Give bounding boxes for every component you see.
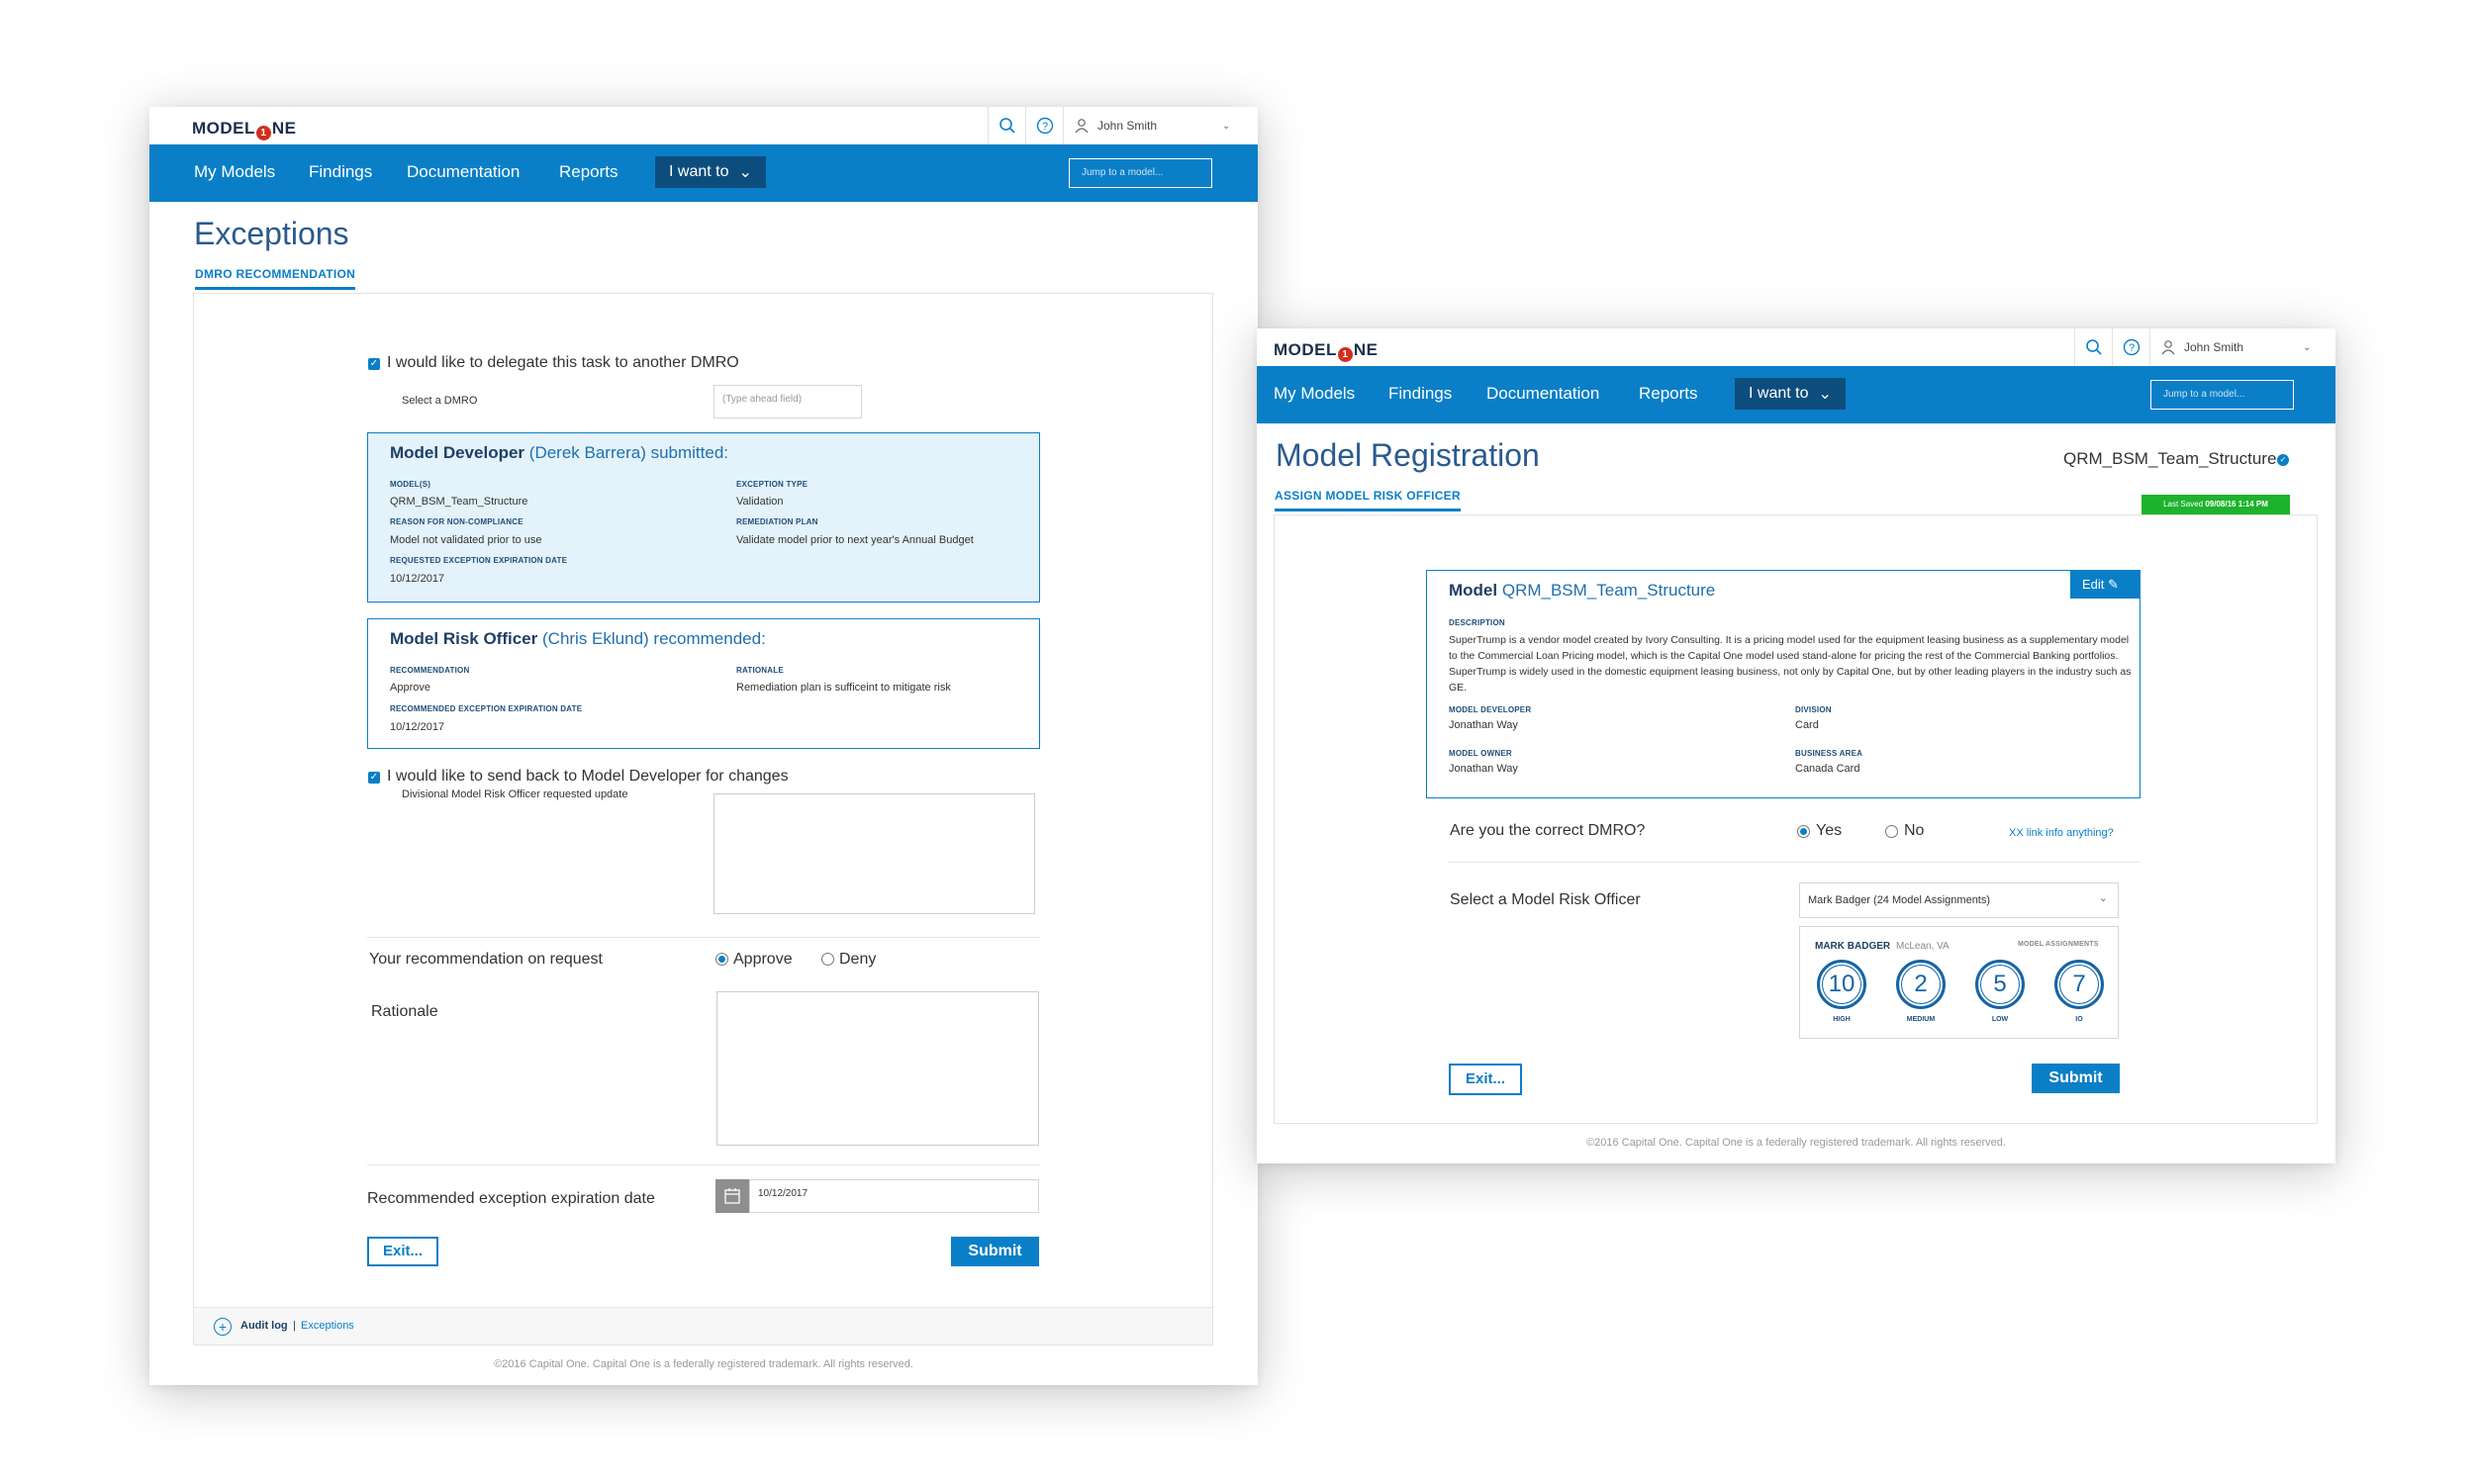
expiry-label: Recommended exception expiration date	[367, 1190, 655, 1207]
user-name: John Smith	[1097, 119, 1158, 133]
help-icon[interactable]	[2112, 328, 2149, 366]
dmro-question: Are you the correct DMRO?	[1450, 822, 1646, 839]
yes-label: Yes	[1816, 822, 1843, 839]
rationale-textarea[interactable]	[716, 991, 1039, 1146]
rationale-label: Rationale	[371, 1003, 438, 1020]
delegate-checkbox[interactable]: ✓	[369, 358, 379, 369]
last-saved-badge: Last Saved 09/08/16 1:14 PM	[2141, 495, 2290, 514]
assignment-count-high: 10	[1817, 960, 1866, 1009]
footer-copyright: ©2016 Capital One. Capital One is a federally registered trademark. All rights reserved.	[494, 1358, 913, 1370]
officer-card: Model Risk Officer (Chris Eklund) recommended: RECOMMENDATION Approve RATIONALE Remediation plan is sufficeint to mitigate risk RECOMMENDED EXCEPTION EXPIRATION DATE 10/12/2017	[367, 618, 1040, 749]
chevron-down-icon: ⌄	[1222, 120, 1231, 132]
assignment-count-io: 7	[2054, 960, 2104, 1009]
i-want-to-menu[interactable]: I want to ⌄	[1735, 378, 1846, 410]
svg-text:?: ?	[1041, 121, 1048, 133]
exit-button[interactable]: Exit...	[1449, 1064, 1522, 1095]
help-icon[interactable]	[1025, 107, 1063, 144]
nav-findings[interactable]: Findings	[1388, 384, 1453, 403]
send-back-textarea[interactable]	[714, 793, 1035, 914]
model-registration-window	[1257, 328, 2335, 1163]
user-icon	[2160, 339, 2176, 355]
jump-to-model-input[interactable]: Jump to a model...	[2150, 380, 2294, 410]
deny-label: Deny	[839, 951, 877, 968]
calendar-icon[interactable]	[715, 1179, 749, 1213]
model-one-logo[interactable]: MODEL 1 NE	[1274, 340, 1379, 360]
audit-log-label[interactable]: Audit log	[240, 1320, 288, 1332]
search-icon[interactable]	[2074, 328, 2112, 366]
officer-name: MARK BADGER	[1815, 941, 1891, 952]
send-back-label: I would like to send back to Model Developer for changes	[387, 768, 789, 785]
audit-exceptions-link[interactable]: Exceptions	[301, 1320, 354, 1332]
exceptions-window	[149, 107, 1258, 1385]
send-back-sub-label: Divisional Model Risk Officer requested update	[402, 788, 628, 800]
nav-my-models[interactable]: My Models	[194, 162, 276, 181]
main-nav	[149, 144, 1258, 202]
search-icon[interactable]	[988, 107, 1025, 144]
nav-reports[interactable]: Reports	[1639, 384, 1698, 403]
chevron-down-icon: ⌄	[2303, 341, 2312, 353]
top-bar	[149, 107, 1258, 144]
officer-heading: Model Risk Officer (Chris Eklund) recommended:	[390, 629, 766, 648]
officer-assignments-card: MARK BADGER McLean, VA MODEL ASSIGNMENTS 10 HIGH 2 MEDIUM 5 LOW 7 IO	[1799, 926, 2119, 1039]
developer-heading: Model Developer (Derek Barrera) submitted:	[390, 443, 729, 462]
top-bar	[1257, 328, 2335, 366]
model-summary-card: Model QRM_BSM_Team_Structure Edit ✎ DESCRIPTION SuperTrump is a vendor model created by Ivory Consulting. It is a pricing model used for the equipment leasing business as a supplementary model to the Commercial Loan Pricing model, which is the Capital One model used stand-alone for pricing the rest of the Commercial Banking portfolios. SuperTrump is widely used in the domestic equipment leasing business, not only by Capital One, but by other leading players in the industry such as GE. MODEL DEVELOPER Jonathan Way DIVISION Card MODEL OWNER Jonathan Way BUSINESS AREA Canada Card	[1426, 570, 2141, 798]
approve-label: Approve	[733, 951, 793, 968]
user-name: John Smith	[2184, 340, 2244, 354]
no-label: No	[1904, 822, 1925, 839]
nav-documentation[interactable]: Documentation	[407, 162, 521, 181]
chevron-down-icon: ⌄	[1818, 386, 1832, 403]
no-radio[interactable]	[1885, 825, 1898, 838]
recommendation-label: Your recommendation on request	[369, 951, 603, 968]
content-panel	[1274, 514, 2318, 1124]
delegate-label: I would like to delegate this task to another DMRO	[387, 354, 739, 371]
expand-plus-icon[interactable]: +	[214, 1318, 232, 1336]
audit-bar	[194, 1307, 1212, 1345]
audit-separator: |	[293, 1320, 296, 1332]
info-link[interactable]: XX link info anything?	[2009, 827, 2114, 839]
jump-to-model-input[interactable]: Jump to a model...	[1069, 158, 1212, 188]
developer-card: Model Developer (Derek Barrera) submitted: MODEL(S) QRM_BSM_Team_Structure EXCEPTION TYPE Validation REASON FOR NON-COMPLIANCE Model not validated prior to use REMEDIATION PLAN Validate model prior to next year's Annual Budget REQUESTED EXCEPTION EXPIRATION DATE 10/12/2017	[367, 432, 1040, 603]
assignment-count-low: 5	[1975, 960, 2025, 1009]
svg-text:?: ?	[2128, 342, 2135, 354]
assignment-count-medium: 2	[1896, 960, 1946, 1009]
nav-my-models[interactable]: My Models	[1274, 384, 1356, 403]
chevron-down-icon: ⌄	[2098, 892, 2108, 904]
nav-reports[interactable]: Reports	[559, 162, 618, 181]
user-icon	[1074, 118, 1090, 134]
model-card-heading: Model QRM_BSM_Team_Structure	[1449, 581, 1716, 600]
submit-button[interactable]: Submit	[951, 1237, 1039, 1266]
i-want-to-menu[interactable]: I want to ⌄	[655, 156, 766, 188]
model-one-logo[interactable]: MODEL 1 NE	[192, 119, 297, 139]
tab-dmro-recommendation[interactable]: DMRO RECOMMENDATION	[195, 267, 355, 290]
select-officer-label: Select a Model Risk Officer	[1450, 891, 1641, 908]
user-menu[interactable]	[1063, 107, 1258, 144]
approve-radio[interactable]	[715, 953, 728, 966]
divider	[367, 937, 1040, 938]
pencil-icon: ✎	[2108, 577, 2119, 592]
nav-documentation[interactable]: Documentation	[1486, 384, 1600, 403]
divider	[367, 1164, 1040, 1165]
yes-radio[interactable]	[1797, 825, 1810, 838]
select-dmro-input[interactable]: (Type ahead field)	[714, 385, 862, 418]
select-dmro-label: Select a DMRO	[402, 395, 478, 407]
nav-findings[interactable]: Findings	[309, 162, 373, 181]
tab-assign-model-risk-officer[interactable]: ASSIGN MODEL RISK OFFICER	[1275, 489, 1461, 511]
exit-button[interactable]: Exit...	[367, 1237, 438, 1266]
user-menu[interactable]	[2149, 328, 2335, 366]
page-title: Exceptions	[194, 216, 349, 251]
send-back-checkbox[interactable]: ✓	[369, 772, 379, 783]
officer-location: McLean, VA	[1896, 941, 1950, 952]
deny-radio[interactable]	[821, 953, 834, 966]
divider	[1448, 862, 2141, 863]
submit-button[interactable]: Submit	[2032, 1064, 2120, 1093]
model-name-header: QRM_BSM_Team_Structure	[2063, 449, 2277, 468]
officer-select[interactable]: Mark Badger (24 Model Assignments) ⌄	[1799, 882, 2119, 918]
expiry-date-input[interactable]: 10/12/2017	[749, 1179, 1039, 1213]
footer-copyright: ©2016 Capital One. Capital One is a federally registered trademark. All rights reserved.	[1586, 1137, 2006, 1149]
edit-button[interactable]: Edit ✎	[2070, 571, 2140, 599]
main-nav	[1257, 366, 2335, 423]
verified-check-icon: ✓	[2277, 454, 2289, 466]
model-description: SuperTrump is a vendor model created by Ivory Consulting. It is a pricing model used for the equipment leasing business as a supplementary model to the Commercial Loan Pricing model, which is the Capital One model used stand-alone for pricing the rest of the Commercial Banking portfolios. SuperTrump is widely used in the domestic equipment leasing business, not only by Capital One, but by other leading players in the industry such as GE.	[1449, 634, 2132, 694]
content-panel	[193, 293, 1213, 1345]
page-title: Model Registration	[1276, 437, 1540, 473]
chevron-down-icon: ⌄	[738, 164, 752, 181]
